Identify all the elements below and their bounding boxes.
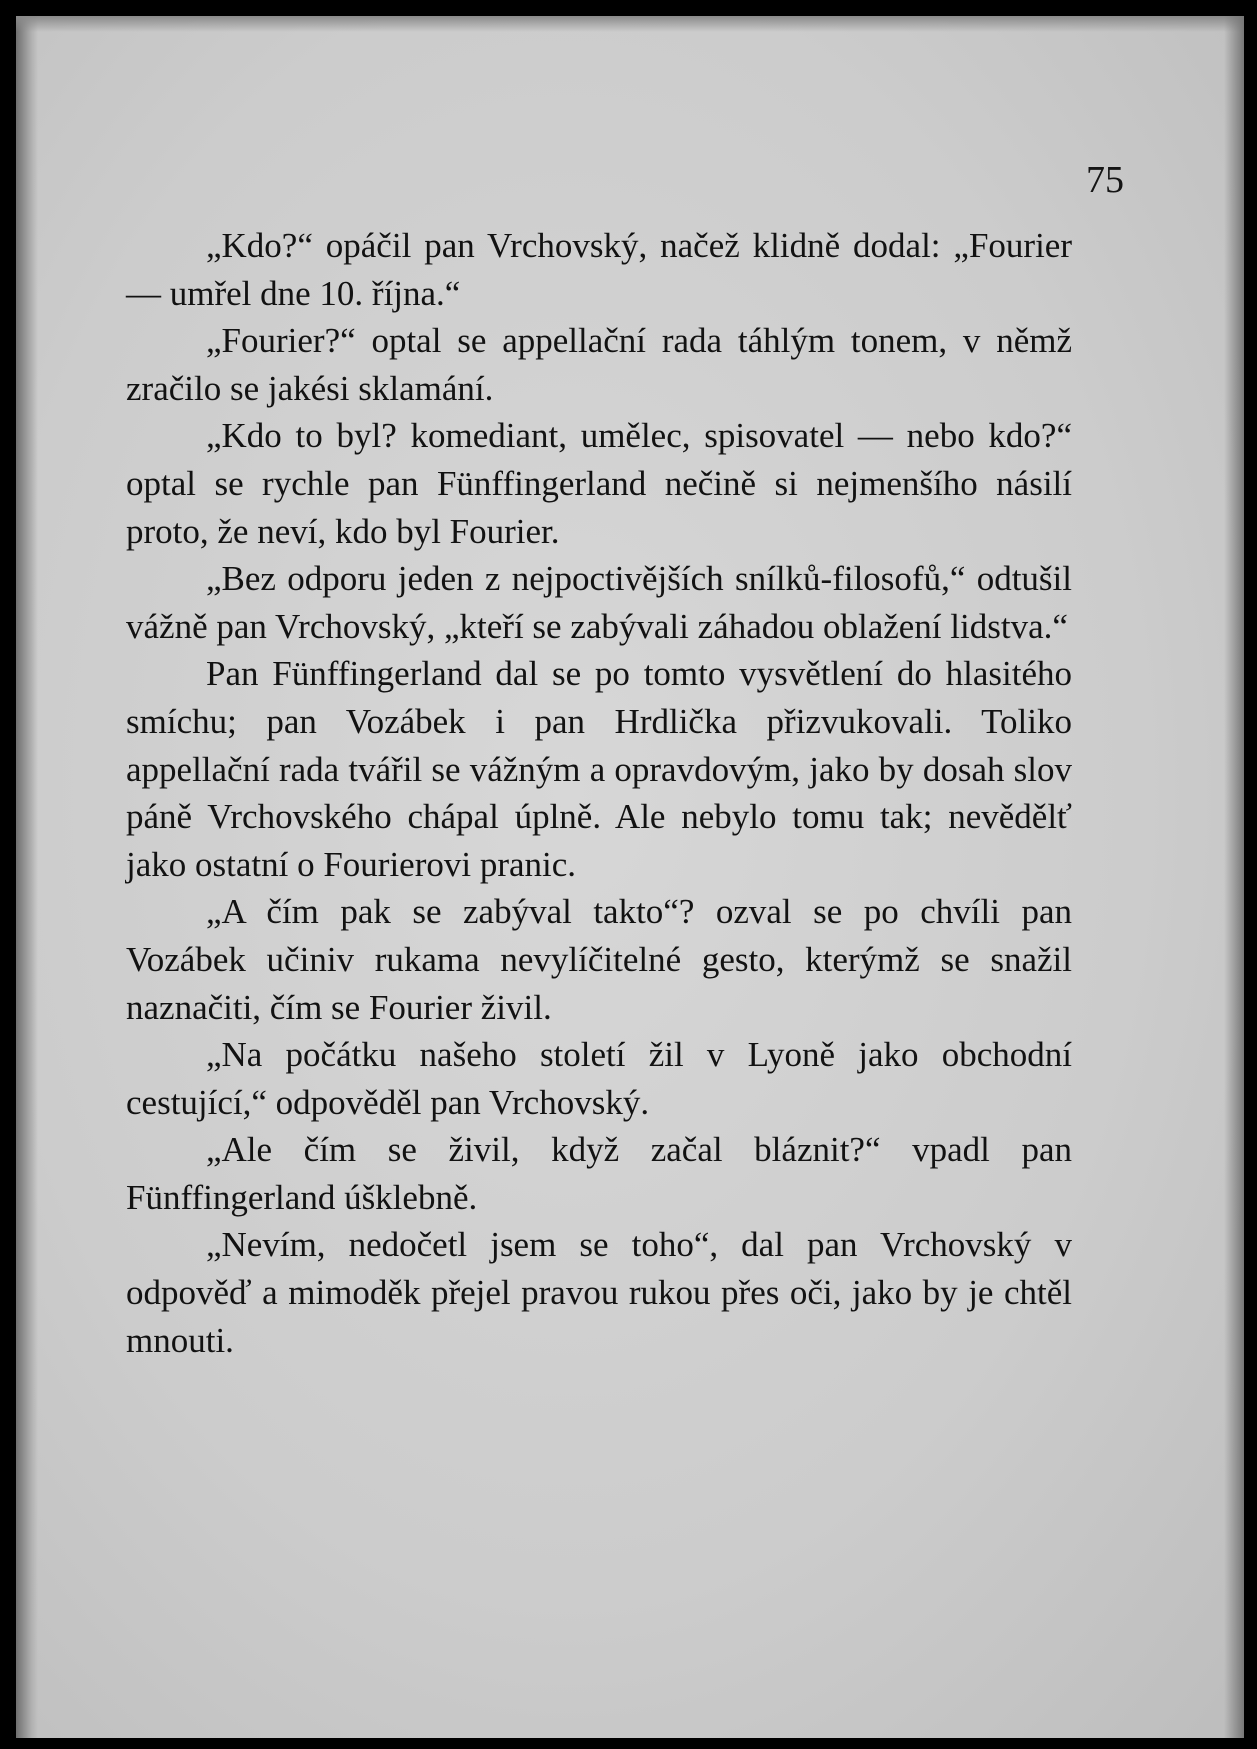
paragraph-9: „Nevím, nedočetl jsem se toho“, dal pan Vrchovský v odpověď a mimoděk přejel pravou rukou přes oči, jako by je chtěl mnouti. <box>126 1225 1072 1360</box>
paragraph-3: „Kdo to byl? komediant, umělec, spisovatel — nebo kdo?“ optal se rychle pan Fünffingerland nečině si nejmenšího násilí proto, že neví, kdo byl Fourier. <box>126 416 1072 551</box>
paragraph-4: „Bez odporu jeden z nejpoctivějších snílků-filosofů,“ odtušil vážně pan Vrchovský, „kteří se zabývali záhadou oblažení lidstva.“ <box>126 559 1072 646</box>
paragraph-7: „Na počátku našeho století žil v Lyoně jako obchodní cestující,“ odpověděl pan Vrchovský. <box>126 1035 1072 1122</box>
page-number: 75 <box>1086 159 1124 201</box>
right-edge-shadow <box>1224 16 1244 1738</box>
paragraph-6: „A čím pak se zabýval takto“? ozval se po chvíli pan Vozábek učiniv rukama nevylíčitelné gesto, kterýmž se snažil naznačiti, čím se Fourier živil. <box>126 892 1072 1027</box>
body-text <box>126 222 1072 1364</box>
paragraph-8: „Ale čím se živil, když začal bláznit?“ vpadl pan Fünffingerland úšklebně. <box>126 1130 1072 1217</box>
binding-shadow <box>16 16 38 1738</box>
paragraph-2: „Fourier?“ optal se appellační rada táhlým tonem, v němž zračilo se jakési sklamání. <box>126 321 1072 408</box>
top-edge-shadow <box>16 16 1244 32</box>
paragraph-5: Pan Fünffingerland dal se po tomto vysvětlení do hlasitého smíchu; pan Vozábek i pan Hrdlička přizvukovali. Toliko appellační rada tvářil se vážným a opravdovým, jako by dosah slov páně Vrchovského chápal úplně. Ale nebylo tomu tak; nevědělť jako ostatní o Fourierovi pranic. <box>126 654 1072 884</box>
paragraph-1: „Kdo?“ opáčil pan Vrchovský, načež klidně dodal: „Fourier — umřel dne 10. října.“ <box>126 226 1072 313</box>
